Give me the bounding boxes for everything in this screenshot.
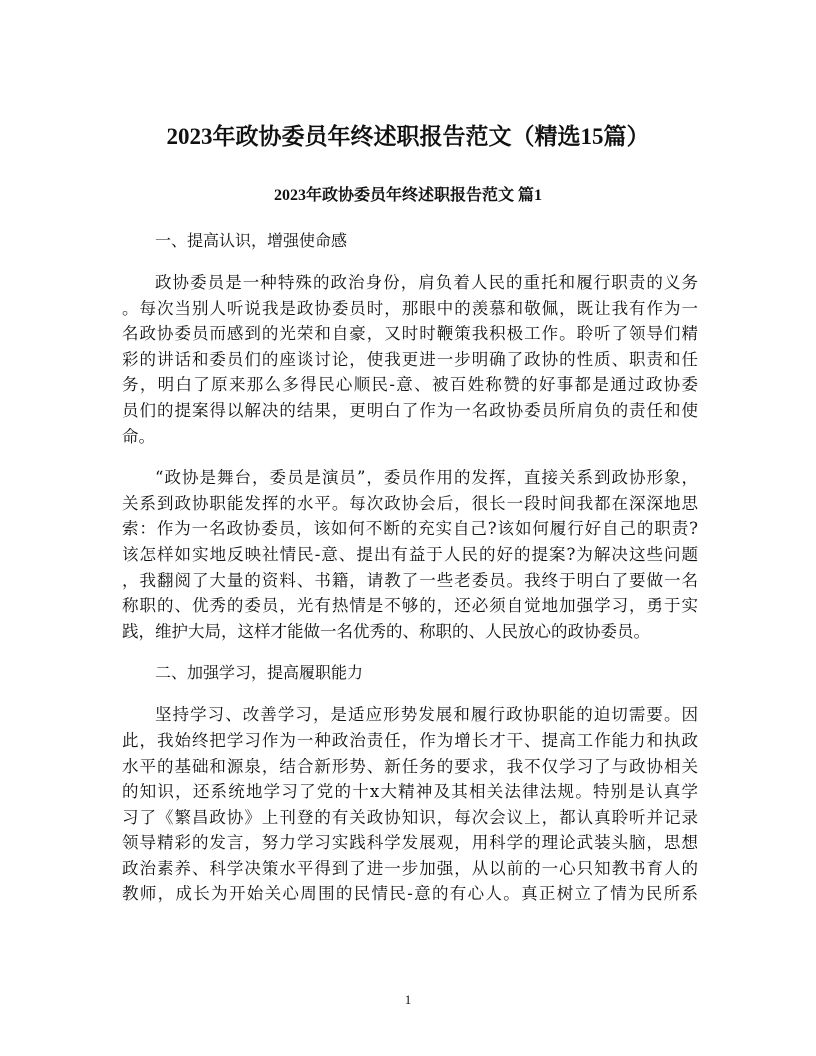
- paragraph-line: 称职的、优秀的委员，光有热情是不够的，还必须自觉地加强学习，勇于实: [122, 596, 698, 616]
- paragraph-line: 教师，成长为开始关心周围的民情民-意的有心人。真正树立了情为民所系: [122, 884, 698, 904]
- paragraph-line: “政协是舞台，委员是演员”，委员作用的发挥，直接关系到政协形象，: [155, 468, 698, 488]
- paragraph-line: ，我翻阅了大量的资料、书籍，请教了一些老委员。我终于明白了要做一名: [122, 570, 698, 590]
- paragraph-line: 的知识，还系统地学习了党的十x大精神及其相关法律法规。特别是认真学: [122, 782, 698, 802]
- document-subtitle: 2023年政协委员年终述职报告范文 篇1: [273, 187, 542, 204]
- paragraph: [122, 270, 698, 449]
- paragraph: [122, 465, 698, 644]
- paragraph-line: 员们的提案得以解决的结果，更明白了作为一名政协委员所肩负的责任和使: [122, 400, 698, 420]
- paragraph-line: 关系到政协职能发挥的水平。每次政协会后，很长一段时间我都在深深地思: [122, 493, 698, 513]
- paragraph-line: 习了《繁昌政协》上刊登的有关政协知识，每次会议上，都认真聆听并记录: [122, 807, 698, 827]
- paragraph-line: 名政协委员而感到的光荣和自豪，又时时鞭策我积极工作。聆听了领导们精: [122, 324, 698, 344]
- section-heading: 二、加强学习，提高履职能力: [155, 663, 364, 683]
- paragraph: [122, 702, 698, 907]
- paragraph-line: 坚持学习、改善学习，是适应形势发展和履行政协职能的迫切需要。因: [155, 705, 698, 725]
- page-number: 1: [404, 992, 412, 1007]
- paragraph-line: 彩的讲话和委员们的座谈讨论，使我更进一步明确了政协的性质、职责和任: [122, 349, 698, 369]
- document-title: 2023年政协委员年终述职报告范文（精选15篇）: [166, 124, 650, 149]
- section-heading: 一、提高认识，增强使命感: [155, 231, 348, 250]
- paragraph-line: 政治素养、科学决策水平得到了进一步加强，从以前的一心只知教书育人的: [122, 858, 698, 878]
- document-body: [122, 228, 698, 923]
- paragraph-line: 此，我始终把学习作为一种政治责任，作为增长才干、提高工作能力和执政: [122, 730, 698, 750]
- paragraph-line: 索：作为一名政协委员，该如何不断的充实自己?该如何履行好自己的职责?: [122, 519, 698, 539]
- paragraph-line: 政协委员是一种特殊的政治身份，肩负着人民的重托和履行职责的义务: [155, 273, 698, 292]
- paragraph-line: 领导精彩的发言，努力学习实践科学发展观，用科学的理论武装头脑，思想: [122, 833, 698, 853]
- paragraph-line: 。每次当别人听说我是政协委员时，那眼中的羡慕和敬佩，既让我有作为一: [122, 298, 698, 318]
- paragraph-line: 水平的基础和源泉，结合新形势、新任务的要求，我不仅学习了与政协相关: [122, 756, 698, 776]
- paragraph-line: 践，维护大局，这样才能做一名优秀的、称职的、人民放心的政协委员。: [122, 621, 650, 641]
- paragraph-line: 务，明白了原来那么多得民心顺民-意、被百姓称赞的好事都是通过政协委: [122, 375, 698, 395]
- paragraph-line: 命。: [122, 426, 155, 446]
- paragraph-line: 该怎样如实地反映社情民-意、提出有益于人民的好的提案?为解决这些问题: [122, 544, 698, 564]
